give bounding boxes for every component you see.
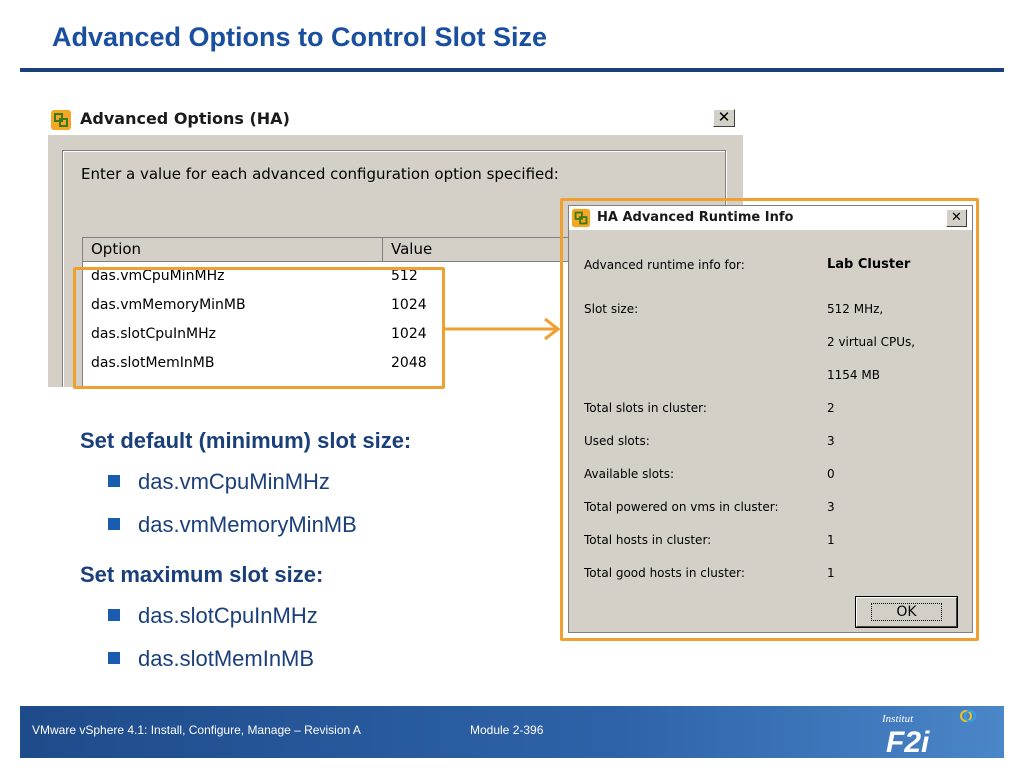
options-highlight-box — [73, 267, 445, 389]
svg-text:F2i: F2i — [886, 726, 930, 756]
field-value: 3 — [827, 500, 835, 514]
bullet-item: das.slotCpuInMHz — [138, 603, 318, 628]
field-label: Advanced runtime info for: — [584, 258, 745, 272]
title-divider — [20, 68, 1004, 72]
column-header-option[interactable]: Option — [83, 238, 383, 262]
footer-bar — [20, 706, 1004, 758]
field-value: 3 — [827, 434, 835, 448]
f2i-logo-icon — [870, 708, 982, 756]
option-name: das.vmCpuMinMHz — [91, 268, 225, 284]
option-value: 1024 — [391, 297, 427, 313]
field-value: 512 MHz, — [827, 302, 884, 316]
field-label: Total slots in cluster: — [584, 401, 707, 415]
close-icon: ✕ — [717, 108, 731, 126]
default-slot-heading: Set default (minimum) slot size: — [80, 428, 412, 453]
field-label: Used slots: — [584, 434, 650, 448]
field-label: Total good hosts in cluster: — [584, 566, 745, 580]
bullet-square-icon — [108, 475, 120, 487]
bullet-square-icon — [108, 518, 120, 530]
cluster-name: Lab Cluster — [827, 257, 911, 272]
vsphere-cluster-icon — [50, 109, 72, 131]
option-name: das.vmMemoryMinMB — [91, 297, 246, 313]
field-label: Total hosts in cluster: — [584, 533, 712, 547]
field-label: Slot size: — [584, 302, 639, 316]
field-value: 2 virtual CPUs, — [827, 335, 916, 349]
bullet-square-icon — [108, 609, 120, 621]
close-icon: ✕ — [951, 210, 962, 225]
option-name: das.slotMemInMB — [91, 355, 215, 371]
field-value: 2 — [827, 401, 835, 415]
field-value: 1154 MB — [827, 368, 880, 382]
dialog-title: Advanced Options (HA) — [80, 109, 290, 128]
ok-button-label: OK — [871, 603, 941, 621]
dialog-titlebar — [48, 105, 743, 135]
footer-module: Module 2-396 — [470, 723, 544, 737]
bullet-square-icon — [108, 652, 120, 664]
field-value: 1 — [827, 566, 835, 580]
runtime-highlight-box — [560, 198, 979, 641]
instructions-text: Enter a value for each advanced configuration option specified: — [81, 165, 559, 183]
option-name: das.slotCpuInMHz — [91, 326, 216, 342]
bullet-item: das.slotMemInMB — [138, 646, 315, 671]
field-value: 1 — [827, 533, 835, 547]
slide-title: Advanced Options to Control Slot Size — [52, 22, 548, 52]
bullet-item: das.vmCpuMinMHz — [138, 469, 330, 494]
option-value: 512 — [391, 268, 418, 284]
option-value: 2048 — [391, 355, 427, 371]
dialog-title: HA Advanced Runtime Info — [597, 210, 794, 225]
bullet-item: das.vmMemoryMinMB — [138, 512, 357, 537]
field-label: Available slots: — [584, 467, 675, 481]
column-header-value[interactable]: Value — [391, 240, 433, 258]
option-value: 1024 — [391, 326, 427, 342]
field-label: Total powered on vms in cluster: — [584, 500, 779, 514]
max-slot-heading: Set maximum slot size: — [80, 562, 324, 587]
svg-text:Institut: Institut — [882, 713, 914, 725]
field-value: 0 — [827, 467, 835, 481]
close-button[interactable] — [713, 109, 735, 127]
arrow-right-icon — [445, 316, 565, 342]
footer-course: VMware vSphere 4.1: Install, Configure, Manage – Revision A — [32, 723, 361, 737]
